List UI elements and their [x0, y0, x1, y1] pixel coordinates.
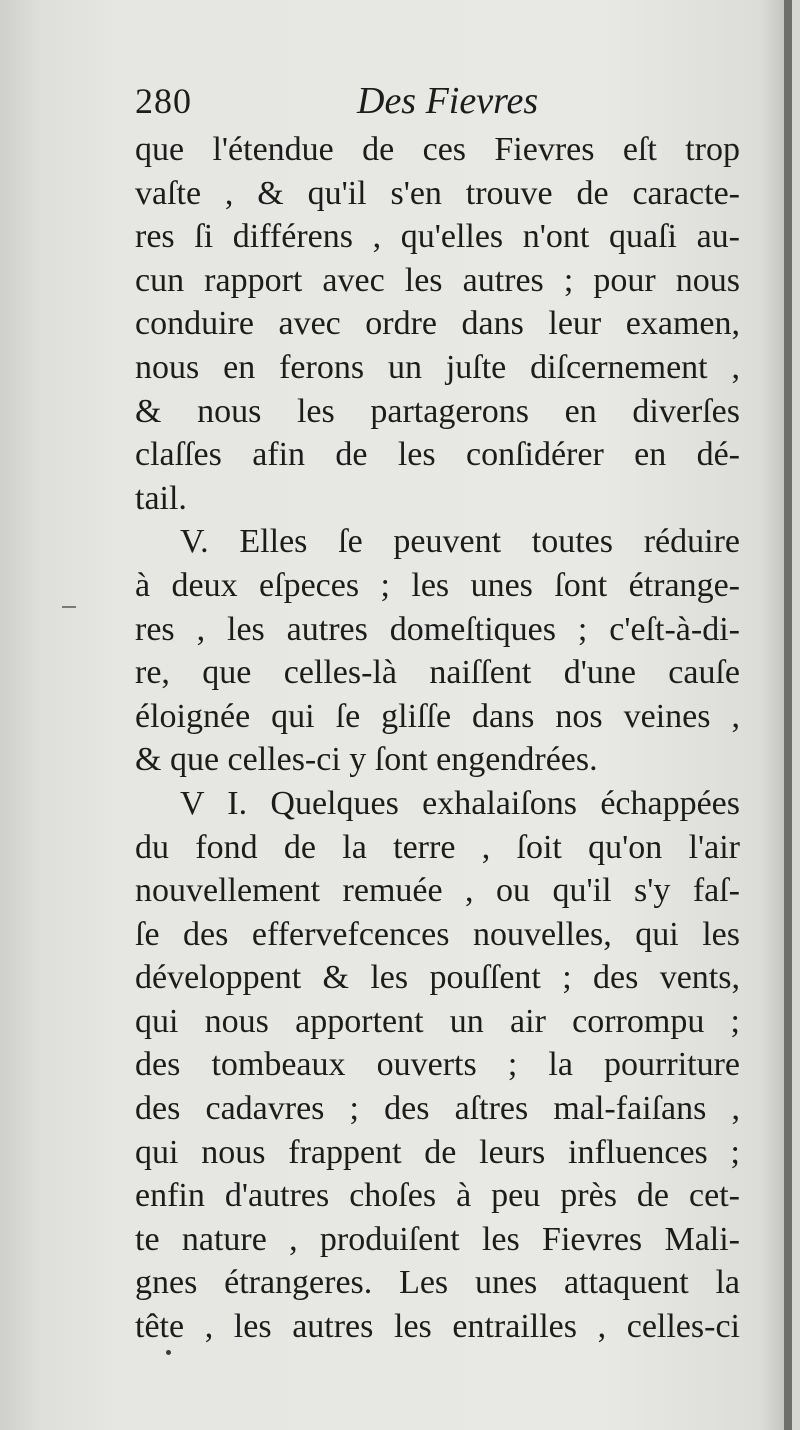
- margin-mark: [62, 606, 76, 608]
- text-line: res ſi différens , qu'elles n'ont quaſi au-: [135, 218, 740, 256]
- page-gutter: [784, 0, 792, 1430]
- text-line: tête , les autres les entrailles , celles-ci: [135, 1308, 740, 1346]
- ink-speck: [166, 1350, 171, 1355]
- text-line: à deux eſpeces ; les unes ſont étrange-: [135, 566, 740, 604]
- paragraph-v-start: V. Elles ſe peuvent toutes réduire: [180, 523, 740, 561]
- text-line: cun rapport avec les autres ; pour nous: [135, 261, 740, 299]
- page-number: 280: [135, 81, 192, 121]
- text-line: te nature , produiſent les Fievres Mali-: [135, 1220, 740, 1258]
- text-line: des cadavres ; des aſtres mal-faiſans ,: [135, 1090, 740, 1128]
- text-line: du fond de la terre , ſoit qu'on l'air: [135, 828, 740, 866]
- text-line: conduire avec ordre dans leur examen,: [135, 305, 740, 343]
- text-line: enfin d'autres choſes à peu près de cet-: [135, 1177, 740, 1215]
- text-line: nouvellement remuée , ou qu'il s'y faſ-: [135, 872, 740, 910]
- text-line: claſſes afin de les conſidérer en dé-: [135, 436, 740, 474]
- text-line: tail.: [135, 479, 187, 517]
- text-line: res , les autres domeſtiques ; c'eſt-à-di-: [135, 610, 740, 648]
- paragraph-vi-start: V I. Quelques exhalaiſons échappées: [180, 784, 740, 822]
- text-line: re, que celles-là naiſſent d'une cauſe: [135, 654, 740, 692]
- text-line: & que celles-ci y ſont engendrées.: [135, 741, 598, 779]
- text-line: ſe des effervefcences nouvelles, qui les: [135, 915, 740, 953]
- text-line: & nous les partagerons en diverſes: [135, 392, 740, 430]
- text-line: que l'étendue de ces Fievres eſt trop: [135, 131, 740, 168]
- text-line: éloignée qui ſe gliſſe dans nos veines ,: [135, 697, 740, 735]
- text-line: gnes étrangeres. Les unes attaquent la: [135, 1264, 740, 1302]
- running-title: Des Fievres: [357, 80, 539, 122]
- page-header: [135, 78, 740, 124]
- text-line: qui nous frappent de leurs influences ;: [135, 1133, 740, 1171]
- text-line: qui nous apportent un air corrompu ;: [135, 1002, 740, 1040]
- text-line: des tombeaux ouverts ; la pourriture: [135, 1046, 740, 1084]
- text-line: vaſte , & qu'il s'en trouve de caracte-: [135, 174, 740, 212]
- body-text: [135, 128, 740, 1349]
- text-line: développent & les pouſſent ; des vents,: [135, 959, 740, 997]
- text-line: nous en ferons un juſte diſcernement ,: [135, 348, 740, 386]
